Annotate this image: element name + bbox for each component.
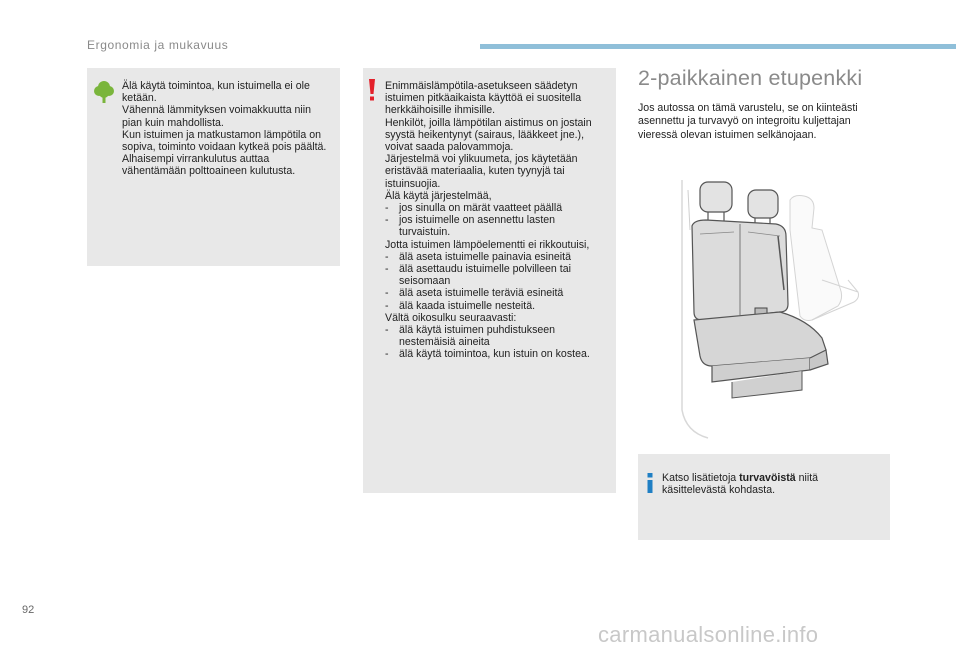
info-text: Katso lisätietoja turvavöistä niitä käsittelevästä kohdasta. bbox=[662, 472, 819, 497]
list-item: - älä aseta istuimelle teräviä esineitä bbox=[385, 287, 564, 300]
tree-icon bbox=[93, 80, 115, 104]
warning-paragraph: Henkilöt, joilla lämpötilan aistimus on jostain syystä heikentynyt (sairaus, lääkkeet jne.), voivat saada palovammoja. bbox=[385, 116, 595, 154]
page-number: 92 bbox=[22, 604, 35, 616]
list-item: - älä aseta istuimelle painavia esineitä bbox=[385, 250, 571, 263]
list-item: - jos sinulla on märät vaatteet päällä bbox=[385, 202, 563, 215]
exclamation-icon bbox=[366, 78, 378, 102]
info-box bbox=[638, 454, 890, 540]
eco-line: Älä käytä toimintoa, kun istuimella ei ole ketään. bbox=[122, 80, 313, 105]
warning-paragraph: Enimmäislämpötila-asetukseen säädetyn istuimen pitkäaikaista käyttöä ei suositella herkkäihoisille ihmisille. bbox=[385, 80, 585, 117]
bench-seat-illustration bbox=[672, 170, 880, 448]
list-item: - jos istuimelle on asennettu lasten turvaistuin. bbox=[385, 214, 556, 239]
page-header-bar bbox=[480, 44, 956, 49]
warning-paragraph: Järjestelmä voi ylikuumeta, jos käytetään eristävää materiaalia, kuten tyynyjä tai istuinsuojia. bbox=[385, 153, 581, 190]
section-title: 2-paikkainen etupenkki bbox=[638, 66, 863, 90]
eco-tip-text bbox=[122, 80, 330, 178]
list-item: - älä käytä istuimen puhdistukseen nestemäisiä aineita bbox=[385, 324, 556, 349]
eco-line: Kun istuimen ja matkustamon lämpötila on sopiva, toiminto voidaan kytkeä pois päältä. Alhaisempi virrankulutus auttaa vähentämään polttoaineen kulutusta. bbox=[122, 128, 329, 178]
list-item: - älä käytä toimintoa, kun istuin on kostea. bbox=[385, 348, 590, 361]
warning-text bbox=[385, 80, 607, 361]
warning-paragraph: Jotta istuimen lämpöelementti ei rikkoutuisi, bbox=[385, 238, 590, 251]
list-item: - älä kaada istuimelle nesteitä. bbox=[385, 299, 536, 312]
info-icon bbox=[644, 472, 656, 494]
list-item: - älä asettaudu istuimelle polvilleen tai seisomaan bbox=[385, 263, 571, 288]
warning-paragraph: Älä käytä järjestelmää, bbox=[385, 189, 492, 202]
section-intro: Jos autossa on tämä varustelu, se on kiinteästi asennettu ja turvavyö on integroitu kuljettajan vieressä olevan istuimen selkänojaan. bbox=[638, 102, 858, 141]
eco-line: Vähennä lämmityksen voimakkuutta niin pian kuin mahdollista. bbox=[122, 104, 314, 129]
watermark: carmanualsonline.info bbox=[598, 622, 819, 647]
page-header-title: Ergonomia ja mukavuus bbox=[87, 38, 229, 52]
warning-paragraph: Vältä oikosulku seuraavasti: bbox=[385, 311, 517, 324]
info-bold-link: turvavöistä bbox=[739, 472, 796, 484]
